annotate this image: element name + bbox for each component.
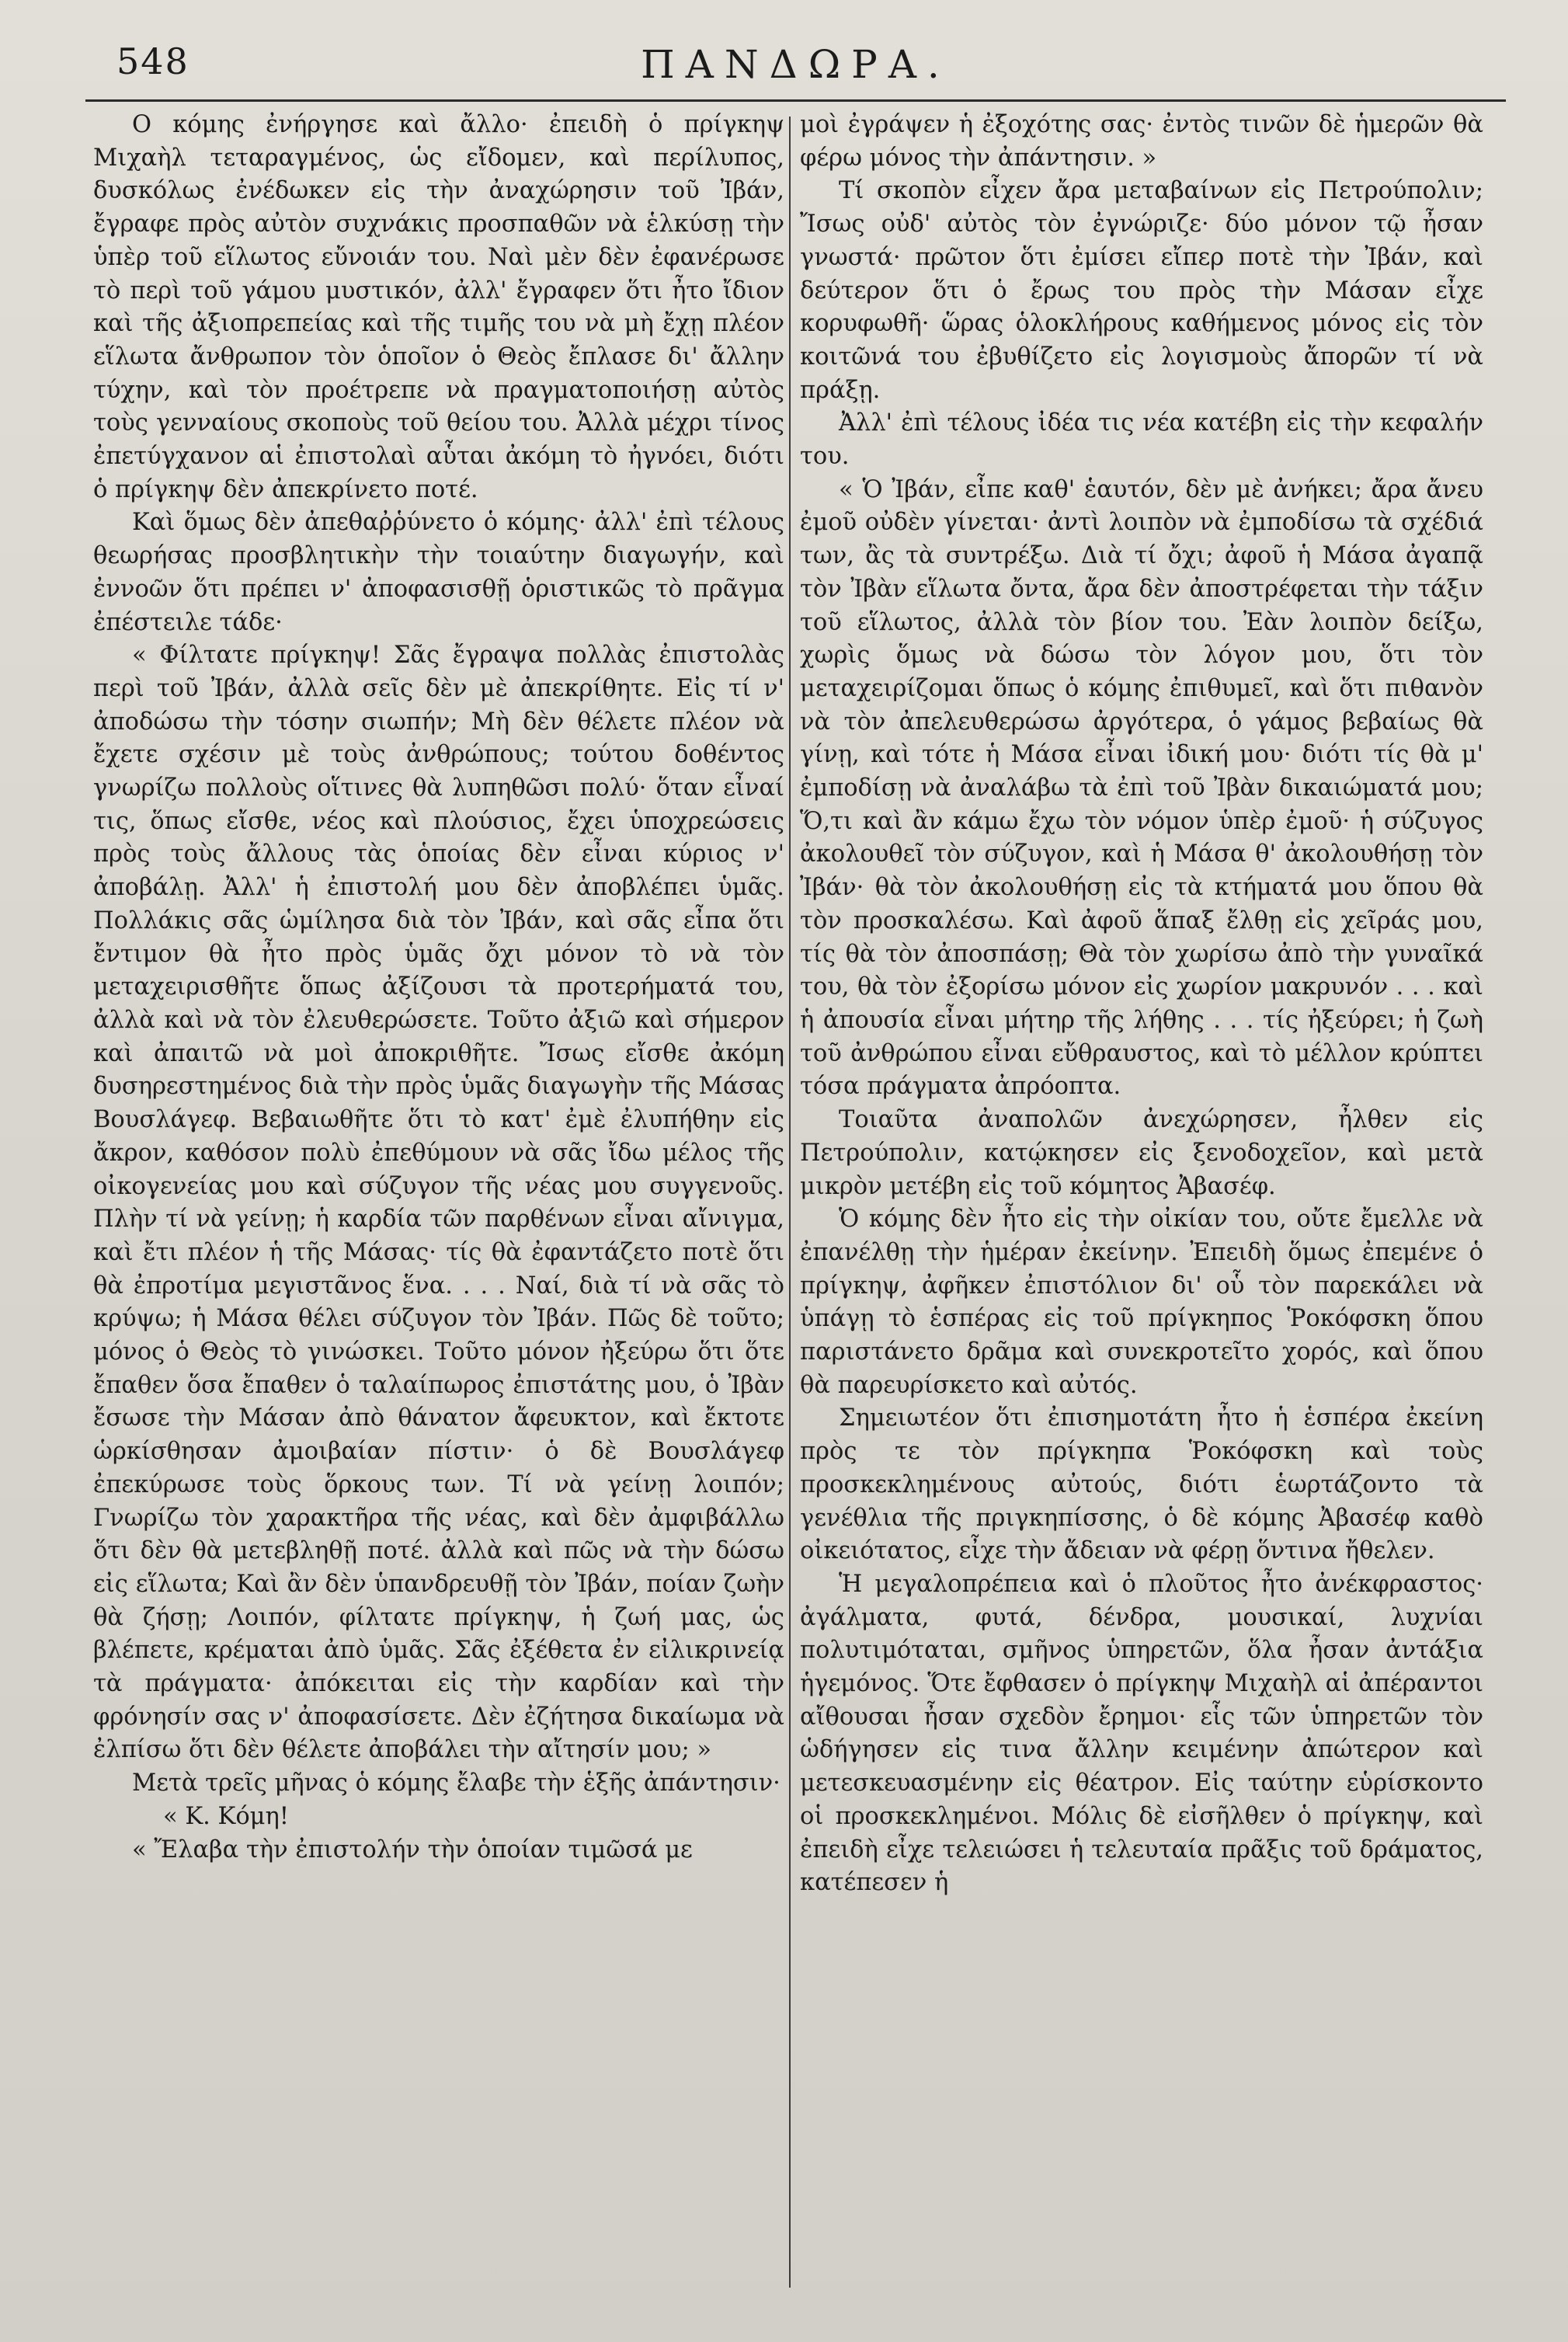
paragraph: Καὶ ὅμως δὲν ἀπεθαῤῥύνετο ὁ κόμης· ἀλλ' ἐπὶ τέλους θεωρήσας προσβλητικὴν τὴν τοιαύτην διαγωγήν, καὶ ἐννοῶν ὅτι πρέπει ν' ἀποφασισθῇ ὁριστικῶς τὸ πρᾶγμα ἐπέστειλε τάδε· — [93, 509, 784, 636]
paragraph: Ἡ μεγαλοπρέπεια καὶ ὁ πλοῦτος ἦτο ἀνέκφραστος· ἀγάλματα, φυτά, δένδρα, μουσικαί, λυχνίαι πολυτιμόταται, σμῆνος ὑπηρετῶν, ὅλα ἦσαν ἀντάξια ἡγεμόνος. Ὅτε ἔφθασεν ὁ πρίγκηψ Μιχαὴλ αἱ ἀπέραντοι αἴθουσαι ἦσαν σχεδὸν ἔρημοι· εἷς τῶν ὑπηρετῶν τὸν ὡδήγησεν εἰς τινα ἄλλην κειμένην ἀπώτερον καὶ μετεσκευασμένην εἰς θέατρον. Εἰς ταύτην εὑρίσκοντο οἱ προσκεκλημένοι. Μόλις δὲ εἰσῆλθεν ὁ πρίγκηψ, καὶ ἐπειδὴ εἶχε τελειώσει ἡ τελευταία πρᾶξις τοῦ δράματος, κατέπεσεν ἡ — [800, 1570, 1483, 1897]
right-column — [800, 109, 1483, 1900]
paragraph: Μετὰ τρεῖς μῆνας ὁ κόμης ἔλαβε τὴν ἑξῆς ἀπάντησιν· — [132, 1770, 781, 1797]
paragraph: μοὶ ἐγράψεν ἡ ἐξοχότης σας· ἐντὸς τινῶν δὲ ἡμερῶν θὰ φέρω μόνος τὴν ἀπάντησιν. » — [800, 111, 1483, 172]
paragraph: Ο κόμης ἐνήργησε καὶ ἄλλο· ἐπειδὴ ὁ πρίγκηψ Μιχαὴλ τεταραγμένος, ὡς εἴδομεν, καὶ περίλυπος, δυσκόλως ἐνέδωκεν εἰς τὴν ἀναχώρησιν τοῦ Ἰβάν, ἔγραφε πρὸς αὐτὸν συχνάκις προσπαθῶν νὰ ἑλκύσῃ τὴν ὑπὲρ τοῦ εἵλωτος εὔνοιάν του. Ναὶ μὲν δὲν ἐφανέρωσε τὸ περὶ τοῦ γάμου μυστικόν, ἀλλ' ἔγραφεν ὅτι ἦτο ἴδιον καὶ τῆς ἀξιοπρεπείας καὶ τῆς τιμῆς του νὰ μὴ ἔχῃ πλέον εἵλωτα ἄνθρωπον τὸν ὁποῖον ὁ Θεὸς ἔπλασε δι' ἄλλην τύχην, καὶ τὸν προέτρεπε νὰ πραγματοποιήσῃ αὐτὸς τοὺς γενναίους σκοποὺς τοῦ θείου του. Ἀλλὰ μέχρι τίνος ἐπετύγχανον αἱ ἐπιστολαὶ αὗται ἀκόμη τὸ ἠγνόει, διότι ὁ πρίγκηψ δὲν ἀπεκρίνετο ποτέ. — [93, 111, 784, 503]
paragraph: « Φίλτατε πρίγκηψ! Σᾶς ἔγραψα πολλὰς ἐπιστολὰς περὶ τοῦ Ἰβάν, ἀλλὰ σεῖς δὲν μὲ ἀπεκρίθητε. Εἰς τί ν' ἀποδώσω τὴν τόσην σιωπήν; Μὴ δὲν θέλετε πλέον νὰ ἔχετε σχέσιν μὲ τοὺς ἀνθρώπους; τούτου δοθέντος γνωρίζω πολλοὺς οἵτινες θὰ λυπηθῶσι πολύ· ὅταν εἶναί τις, ὅπως εἴσθε, νέος καὶ πλούσιος, ἔχει ὑποχρεώσεις πρὸς τοὺς ἄλλους τὰς ὁποίας δὲν εἶναι κύριος ν' ἀποβάλῃ. Ἀλλ' ἡ ἐπιστολή μου δὲν ἀποβλέπει ὑμᾶς. Πολλάκις σᾶς ὡμίλησα διὰ τὸν Ἰβάν, καὶ σᾶς εἶπα ὅτι ἔντιμον θὰ ἦτο πρὸς ὑμᾶς ὄχι μόνον τὸ νὰ τὸν μεταχειρισθῆτε ὅπως ἀξίζουσι τὰ προτερήματά του, ἀλλὰ καὶ νὰ τὸν ἐλευθερώσετε. Τοῦτο ἀξιῶ καὶ σήμερον καὶ ἀπαιτῶ νὰ μοὶ ἀποκριθῆτε. Ἴσως εἴσθε ἀκόμη δυσηρεστημένος διὰ τὴν πρὸς ὑμᾶς διαγωγὴν τῆς Μάσας Βουσλάγεφ. Βεβαιωθῆτε ὅτι τὸ κατ' ἐμὲ ἐλυπήθην εἰς ἄκρον, καθόσον πολὺ ἐπεθύμουν νὰ σᾶς ἴδω μέλος τῆς οἰκογενείας μου καὶ σύζυγον τῆς νέας μου συγγενοῦς. Πλὴν τί νὰ γείνῃ; ἡ καρδία τῶν παρθένων εἶναι αἴνιγμα, καὶ ἔτι πλέον ἡ τῆς Μάσας· τίς θὰ ἐφαντάζετο ποτὲ ὅτι θὰ ἐπροτίμα μεγιστᾶνος ἕνα. . . . Ναί, διὰ τί νὰ σᾶς τὸ κρύψω; ἡ Μάσα θέλει σύζυγον τὸν Ἰβάν. Πῶς δὲ τοῦτο; μόνος ὁ Θεὸς τὸ γινώσκει. Τοῦτο μόνον ἠξεύρω ὅτι ὅτε ἔπαθεν ὅσα ἔπαθεν ὁ ταλαίπωρος ἐπιστάτης μου, ὁ Ἰβὰν ἔσωσε τὴν Μάσαν ἀπὸ θάνατον ἄφευκτον, καὶ ἔκτοτε ὡρκίσθησαν ἀμοιβαίαν πίστιν· ὁ δὲ Βουσλάγεφ ἐπεκύρωσε τοὺς ὅρκους των. Τί νὰ γείνῃ λοιπόν; Γνωρίζω τὸν χαρακτῆρα τῆς νέας, καὶ δὲν ἀμφιβάλλω ὅτι δὲν θὰ μετεβληθῇ ποτέ. ἀλλὰ καὶ πῶς νὰ τὴν δώσω εἰς εἵλωτα; Καὶ ἂν δὲν ὑπανδρευθῇ τὸν Ἰβάν, ποίαν ζωὴν θὰ ζήσῃ; Λοιπόν, φίλτατε πρίγκηψ, ἡ ζωή μας, ὡς βλέπετε, κρέμαται ἀπὸ ὑμᾶς. Σᾶς ἐξέθετα ἐν εἰλικρινείᾳ τὰ πράγματα· ἀπόκειται εἰς τὴν καρδίαν καὶ τὴν φρόνησίν σας ν' ἀποφασίσετε. Δὲν ἐζήτησα δικαίωμα νὰ ἐλπίσω ὅτι δὲν θέλετε ἀποβάλει τὴν αἴτησίν μου; » — [93, 642, 784, 1764]
page-header — [85, 40, 1506, 103]
paragraph: Ὁ κόμης δὲν ἦτο εἰς τὴν οἰκίαν του, οὔτε ἔμελλε νὰ ἐπανέλθῃ τὴν ἡμέραν ἐκείνην. Ἐπειδὴ ὅμως ἐπεμένε ὁ πρίγκηψ, ἀφῆκεν ἐπιστόλιον δι' οὗ τὸν παρεκάλει νὰ ὑπάγῃ τὸ ἑσπέρας εἰς τοῦ πρίγκηπος Ῥοκόφσκη ὅπου παριστάνετο δρᾶμα καὶ συνεκροτεῖτο χορός, καὶ ὅπου θὰ παρευρίσκετο καὶ αὐτός. — [800, 1206, 1483, 1399]
left-column — [93, 109, 784, 1867]
paragraph: Ἀλλ' ἐπὶ τέλους ἰδέα τις νέα κατέβη εἰς τὴν κεφαλήν του. — [800, 409, 1483, 471]
running-title: ΠΑΝΔΩΡΑ. — [641, 42, 951, 87]
column-divider — [789, 117, 791, 2288]
paragraph: « Ἔλαβα τὴν ἐπιστολήν τὴν ὁποίαν τιμῶσά με — [132, 1836, 693, 1864]
paragraph: « Ὁ Ἰβάν, εἶπε καθ' ἑαυτόν, δὲν μὲ ἀνήκει; ἄρα ἄνευ ἐμοῦ οὐδὲν γίνεται· ἀντὶ λοιπὸν νὰ ἐμποδίσω τὰ σχέδιά των, ἂς τὰ συντρέξω. Διὰ τί ὄχι; ἀφοῦ ἡ Μάσα ἀγαπᾷ τὸν Ἰβὰν εἵλωτα ὄντα, ἄρα δὲν ἀποστρέφεται τὴν τάξιν τοῦ εἵλωτος, ἀλλὰ τὸν βίον του. Ἐὰν λοιπὸν δείξω, χωρὶς ὅμως νὰ δώσω τὸν λόγον μου, ὅτι τὸν μεταχειρίζομαι ὅπως ὁ κόμης ἐπιθυμεῖ, καὶ ὅτι πιθανὸν νὰ τὸν ἀπελευθερώσω ἀργότερα, ὁ γάμος βεβαίως θὰ γίνῃ, καὶ τότε ἡ Μάσα εἶναι ἰδική μου· διότι τίς θὰ μ' ἐμποδίσῃ νὰ ἀναλάβω τὰ ἐπὶ τοῦ Ἰβὰν δικαιώματά μου; Ὅ,τι καὶ ἂν κάμω ἔχω τὸν νόμον ὑπὲρ ἐμοῦ· ἡ σύζυγος ἀκολουθεῖ τὸν σύζυγον, καὶ ἡ Μάσα θ' ἀκολουθήσῃ τὸν Ἰβάν· θὰ τὸν ἀκολουθήσῃ εἰς τὰ κτήματά μου ὅπου θὰ τὸν προσκαλέσω. Καὶ ἀφοῦ ἅπαξ ἔλθῃ εἰς χεῖράς μου, τίς θὰ τὸν ἀποσπάσῃ; Θὰ τὸν χωρίσω ἀπὸ τὴν γυναῖκά του, θὰ τὸν ἐξορίσω μόνον εἰς χωρίον μακρυνόν . . . καὶ ἡ ἀπουσία εἶναι μήτηρ τῆς λήθης . . . τίς ἠξεύρει; ἡ ζωὴ τοῦ ἀνθρώπου εἶναι εὔθραυστος, καὶ τὸ μέλλον κρύπτει τόσα πράγματα ἀπρόοπτα. — [800, 475, 1483, 1101]
paragraph: Σημειωτέον ὅτι ἐπισημοτάτη ἦτο ἡ ἑσπέρα ἐκείνη πρὸς τε τὸν πρίγκηπα Ῥοκόφσκη καὶ τοὺς προσκεκλημένους αὐτούς, διότι ἑωρτάζοντο τὰ γενέθλια τῆς πριγκηπίσσης, ὁ δὲ κόμης Ἀβασέφ καθὸ οἰκειότατος, εἶχε τὴν ἄδειαν νὰ φέρῃ ὅντινα ἤθελεν. — [800, 1404, 1483, 1565]
page-number: 548 — [116, 40, 189, 82]
header-rule — [85, 99, 1506, 102]
paragraph: Τοιαῦτα ἀναπολῶν ἀνεχώρησεν, ἦλθεν εἰς Πετρούπολιν, κατῴκησεν εἰς ξενοδοχεῖον, καὶ μετὰ μικρὸν μετέβη εἰς τοῦ κόμητος Ἀβασέφ. — [800, 1106, 1483, 1200]
paragraph: Τί σκοπὸν εἶχεν ἄρα μεταβαίνων εἰς Πετρούπολιν; Ἴσως οὐδ' αὐτὸς τὸν ἐγνώριζε· δύο μόνον τῷ ἦσαν γνωστά· πρῶτον ὅτι ἐμίσει εἴπερ ποτὲ τὴν Ἰβάν, καὶ δεύτερον ὅτι ὁ ἔρως του πρὸς τὴν Μάσαν εἶχε κορυφωθῆ· ὥρας ὁλοκλήρους καθήμενος μόνος εἰς τὸν κοιτῶνά του ἐβυθίζετο εἰς λογισμοὺς ἄπορῶν τί νὰ πράξῃ. — [800, 177, 1483, 404]
paragraph: « Κ. Κόμη! — [163, 1802, 290, 1830]
